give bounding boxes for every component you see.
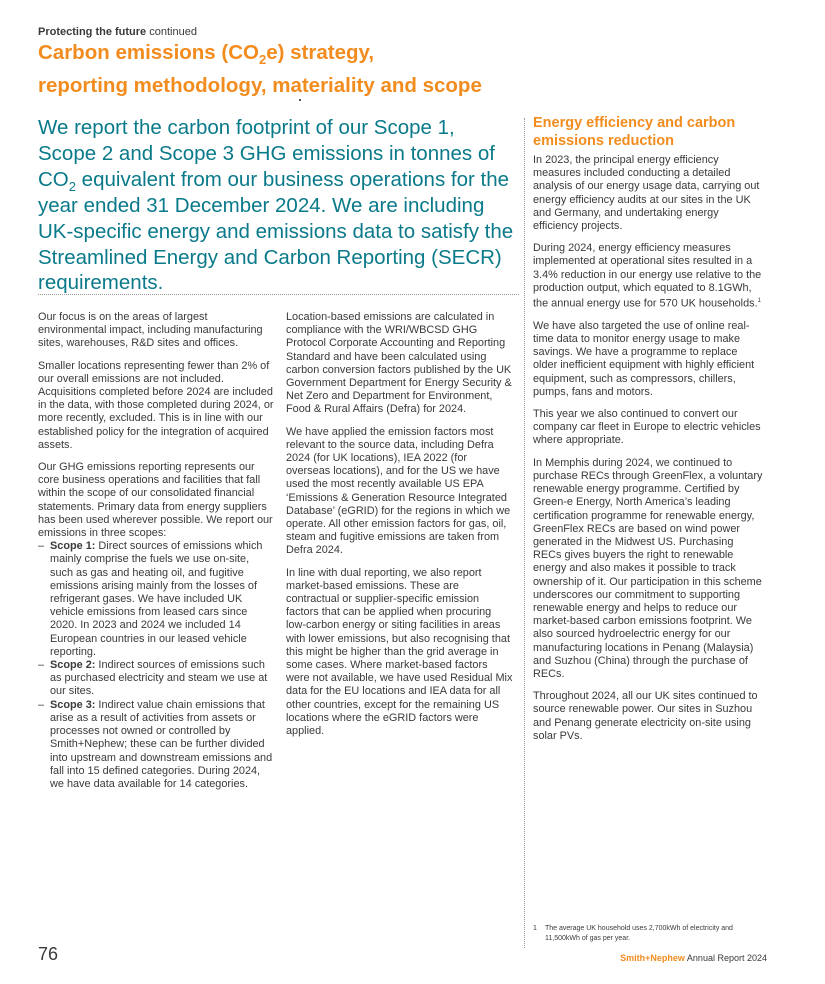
scope-text: Direct sources of emissions which mainly comprise the fuels we use on-site, such as gas and heating oil, and fugitive emissions arising mainly from the losses of refrigerant gases. We have included UK vehicle emissions from leased cars since 2020. In 2023 and 2024 we included 14 European countries in our leased vehicle reporting. [50, 540, 263, 658]
column-2 [286, 311, 514, 747]
scope-item [38, 659, 274, 699]
scope-label: Scope 1: [50, 540, 96, 553]
vertical-divider [524, 118, 525, 948]
section-name: Protecting the future [38, 26, 147, 38]
intro-statement [38, 115, 518, 296]
paragraph: We have also targeted the use of online real-time data to monitor energy usage to make savings. We have a programme to replace older inefficient equipment with highly efficient equipment, such as compressors, chillers, pumps, fans and motors. [533, 319, 755, 398]
title-subscript: 2 [259, 52, 267, 68]
scope-item [38, 540, 274, 659]
paragraph: Our GHG emissions reporting represents our core business operations and facilities that fall within the scope of our consolidated financial statements. Primary data from energy suppliers has been used wherever possible. We report our emissions in three scopes: [38, 461, 273, 540]
title-part: Carbon emissions (CO [38, 41, 259, 64]
paragraph: Our focus is on the areas of largest environmental impact, including manufacturing sites, warehouses, R&D sites and offices. [38, 311, 263, 350]
paragraph: In 2023, the principal energy efficiency measures included conducting a detailed analysis of our energy usage data, carrying out energy efficiency audits at our sites in the UK and Germany, and undertaking energy efficiency projects. [533, 154, 760, 233]
dot-mark [299, 99, 301, 101]
intro-subscript: 2 [68, 178, 76, 194]
footnote-number: 1 [533, 925, 537, 932]
paragraph [533, 242, 763, 311]
section-label [38, 26, 197, 38]
title-line-2: reporting methodology, materiality and scope [38, 74, 482, 98]
paragraph: In Memphis during 2024, we continued to purchase RECs through GreenFlex, a voluntary renewable energy programme. Certified by Green-e Energy, North America’s leading certification programme for renewable energy, GreenFlex RECs are based on wind power generated in the Midwest US. Purchasing RECs gives buyers the right to renewable energy and also makes it possible to track ownership of it. Our participation in this scheme underscores our commitment to supporting renewable energy and helps to reduce our market-based carbon emissions footprint. We also sourced hydroelectric energy for our manufacturing locations in Penang (Malaysia) and Suzhou (China) through the purchase of RECs. [533, 456, 763, 680]
scope-label: Scope 3: [50, 698, 96, 711]
title-part: e) strategy, [266, 41, 375, 64]
scopes-list [38, 540, 274, 791]
brand-name: Smith+Nephew [620, 953, 685, 963]
paragraph-text: During 2024, energy efficiency measures implemented at operational sites resulted in a 3.4% reduction in our energy use relative to the production output, which equated to 8.1GWh, the annual energy use for 570 UK households. [533, 242, 762, 310]
scope-label: Scope 2: [50, 659, 96, 672]
scope-text: Indirect sources of emissions such as purchased electricity and steam we use at our sites. [50, 659, 268, 698]
section-suffix: continued [149, 26, 197, 38]
intro-part: equivalent from our business operations for the year ended 31 December 2024. We are including UK-specific energy and emissions data to satisfy the Streamlined Energy and Carbon Reporting (SECR) requirements. [38, 167, 514, 295]
report-footer [620, 953, 767, 963]
scope-text: Indirect value chain emissions that arise as a result of activities from assets or processes not owned or controlled by Smith+Nephew; these can be further divided into upstream and downstream emissions and fall into 15 defined categories. During 2024, we have data available for 14 categories. [50, 698, 273, 790]
paragraph: Throughout 2024, all our UK sites continued to source renewable power. Our sites in Suzhou and Penang generate electricity on-site using solar PVs. [533, 690, 758, 742]
paragraph: In line with dual reporting, we also report market-based emissions. These are contractual or supplier-specific emission factors that can be applied when procuring low-carbon energy or siting facilities in areas with lower emissions, but also recognising that this might be higher than the grid average in some cases. Where market-based factors were not available, we have used Residual Mix data for the EU locations and IEA data for all other countries, except for the remaining US locations where the eGRID factors were applied. [286, 566, 513, 738]
report-name: Annual Report 2024 [684, 953, 767, 963]
footnote [533, 924, 763, 943]
footnote-ref: 1 [757, 298, 761, 305]
horizontal-divider [38, 294, 519, 295]
paragraph: We have applied the emission factors most relevant to the source data, including Defra 2024 (for UK locations), IEA 2022 (for overseas locations), and for the US we have used the most recently available US EPA ‘Emissions & Generation Resource Integrated Database’ (eGRID) for the regions in which we operate. All other emission factors for gas, oil, steam and fugitive emissions are taken from Defra 2024. [286, 425, 511, 557]
intro-part: We report the carbon footprint of our Scope 1, Scope 2 and Scope 3 GHG emissions in tonnes of CO [38, 116, 495, 191]
column-1 [38, 311, 274, 791]
page-number: 76 [38, 944, 59, 964]
page-title [38, 40, 518, 99]
sidebar-heading: Energy efficiency and carbon emissions reduction [533, 115, 736, 149]
footnote-text: The average UK household uses 2,700kWh of electricity and 11,500kWh of gas per year. [545, 925, 733, 942]
paragraph: This year we also continued to convert our company car fleet in Europe to electric vehicles where appropriate. [533, 408, 761, 447]
paragraph: Smaller locations representing fewer than 2% of our overall emissions are not included. Acquisitions completed before 2024 are included in the data, with those completed during 2024, or more recently, excluded. This is in line with our established policy for the integration of acquired assets. [38, 359, 274, 451]
scope-item [38, 699, 274, 791]
column-3 [533, 154, 763, 752]
paragraph: Location-based emissions are calculated in compliance with the WRI/WBCSD GHG Protocol Corporate Accounting and Reporting Standard and have been calculated using carbon conversion factors published by the UK Government Department for Energy Security & Net Zero and Department for Environment, Food & Rural Affairs (Defra) for 2024. [286, 311, 512, 416]
